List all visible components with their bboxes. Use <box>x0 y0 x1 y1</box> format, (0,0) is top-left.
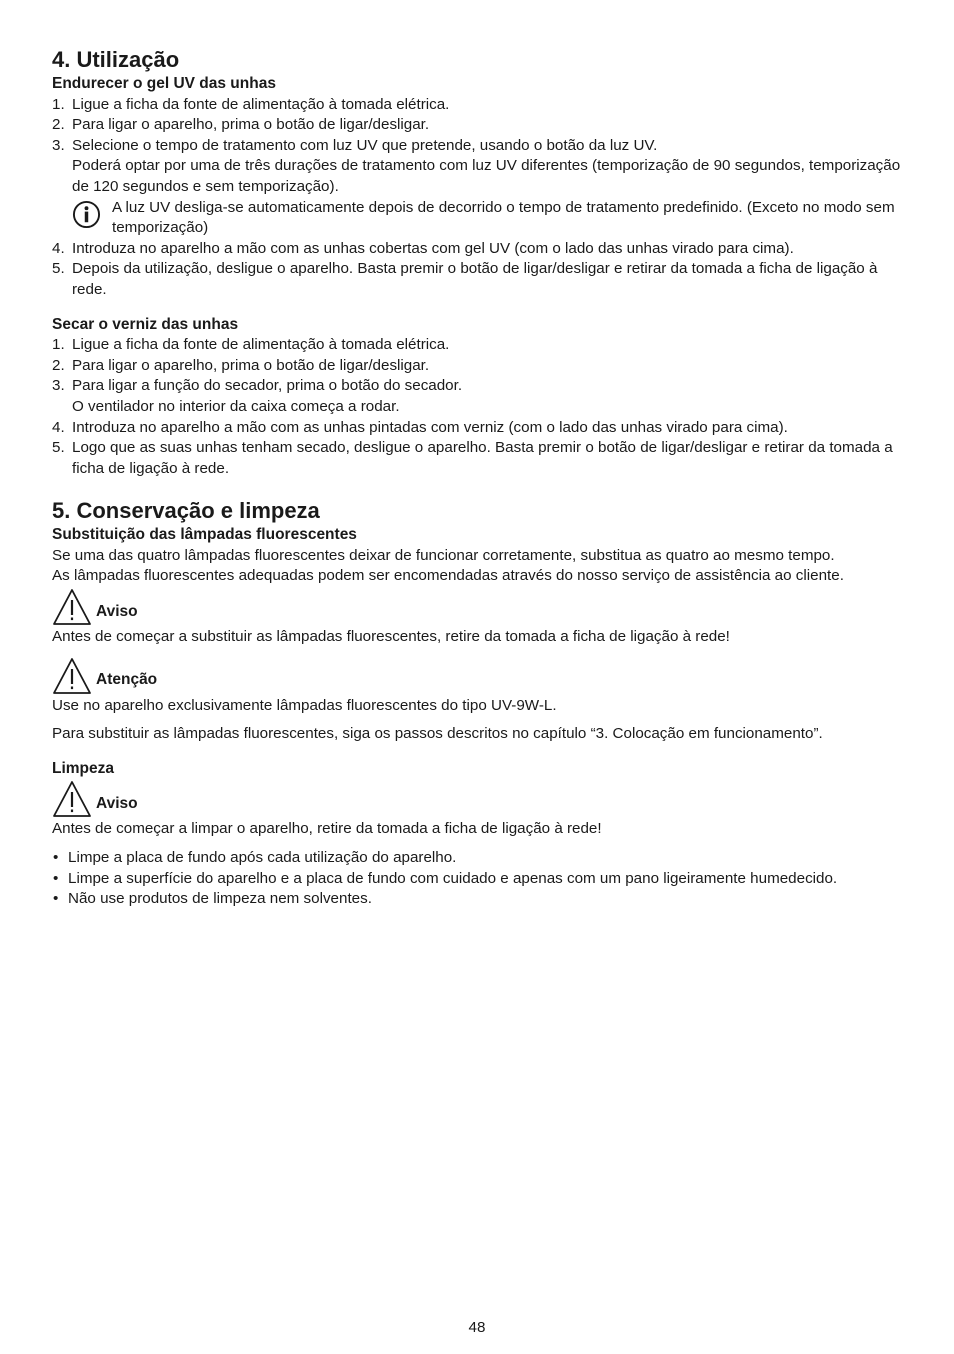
list-item: 4. Introduza no aparelho a mão com as unhas cobertas com gel UV (com o lado das unhas virado para cima). <box>52 239 794 257</box>
step3-note: Poderá optar por uma de três durações de tratamento com luz UV diferentes (temporização de 90 segundos, temporização de 120 segundos e sem temporização). <box>72 157 901 195</box>
list-item: 5. Logo que as suas unhas tenham secado, desligue o aparelho. Basta premir o botão de ligar/desligar e retirar da tomada a ficha de ligação à rede. <box>52 439 893 477</box>
info-icon <box>72 200 101 229</box>
list-item: 2. Para ligar o aparelho, prima o botão de ligar/desligar. <box>52 356 430 374</box>
warning-title: Aviso <box>96 795 138 813</box>
cleaning-bullets <box>52 848 908 910</box>
subsection-heading-uv-gel: Endurecer o gel UV das unhas <box>52 75 276 92</box>
step3-note: O ventilador no interior da caixa começa a rodar. <box>72 397 400 415</box>
warning-triangle-icon <box>52 656 92 696</box>
warning-title: Aviso <box>96 602 138 620</box>
list-item: 2. Para ligar o aparelho, prima o botão de ligar/desligar. <box>52 116 430 134</box>
warning-text: Use no aparelho exclusivamente lâmpadas fluorescentes do tipo UV-9W-L. <box>52 696 557 714</box>
list-item: • Limpe a superfície do aparelho e a placa de fundo com cuidado e apenas com um pano ligeiramente humedecido. <box>52 869 908 890</box>
subsection-heading-nail-polish: Secar o verniz das unhas <box>52 315 239 333</box>
uv-gel-steps <box>52 95 908 157</box>
subsection-heading-lamps: Substituição das lâmpadas fluorescentes <box>52 526 357 544</box>
warning-title: Atenção <box>96 671 158 689</box>
list-item: • Limpe a placa de fundo após cada utilização do aparelho. <box>52 848 908 869</box>
warning-triangle-icon <box>52 587 92 627</box>
list-item: 1. Ligue a ficha da fonte de alimentação à tomada elétrica. <box>52 95 450 113</box>
page-number: 48 <box>468 1319 486 1336</box>
info-text: A luz UV desliga-se automaticamente depois de decorrido o tempo de tratamento predefinido. (Exceto no modo sem temporização) <box>112 198 895 237</box>
info-note <box>52 198 908 239</box>
manual-page <box>52 46 908 910</box>
warning-text: Antes de começar a substituir as lâmpadas fluorescentes, retire da tomada a ficha de ligação à rede! <box>52 628 730 646</box>
section-title-utilizacao: 4. Utilização <box>52 47 180 72</box>
warning-text: Antes de começar a limpar o aparelho, retire da tomada a ficha de ligação à rede! <box>52 820 602 838</box>
list-item: • Não use produtos de limpeza nem solventes. <box>52 889 908 910</box>
list-item: 4. Introduza no aparelho a mão com as unhas pintadas com verniz (com o lado das unhas virado para cima). <box>52 418 788 436</box>
uv-gel-steps-cont <box>52 239 908 301</box>
nail-polish-steps-cont <box>52 418 908 480</box>
paragraph: As lâmpadas fluorescentes adequadas podem ser encomendadas através do nosso serviço de assistência ao cliente. <box>52 567 844 585</box>
warning-triangle-icon <box>52 779 92 819</box>
list-item: 3. Para ligar a função do secador, prima o botão do secador. <box>52 377 463 395</box>
subsection-heading-cleaning: Limpeza <box>52 759 115 777</box>
list-item: 5. Depois da utilização, desligue o aparelho. Basta premir o botão de ligar/desligar e retirar da tomada a ficha de ligação à rede. <box>52 260 878 298</box>
list-item: 3. Selecione o tempo de tratamento com luz UV que pretende, usando o botão da luz UV. <box>52 136 658 154</box>
list-item: 1. Ligue a ficha da fonte de alimentação à tomada elétrica. <box>52 336 450 354</box>
nail-polish-steps <box>52 335 908 397</box>
warning-header <box>52 656 908 696</box>
section-title-conservacao: 5. Conservação e limpeza <box>52 498 320 524</box>
warning-header <box>52 779 908 819</box>
warning-header <box>52 587 908 627</box>
paragraph: Para substituir as lâmpadas fluorescentes, siga os passos descritos no capítulo “3. Colocação em funcionamento”. <box>52 725 823 743</box>
paragraph: Se uma das quatro lâmpadas fluorescentes deixar de funcionar corretamente, substitua as quatro ao mesmo tempo. <box>52 546 835 564</box>
